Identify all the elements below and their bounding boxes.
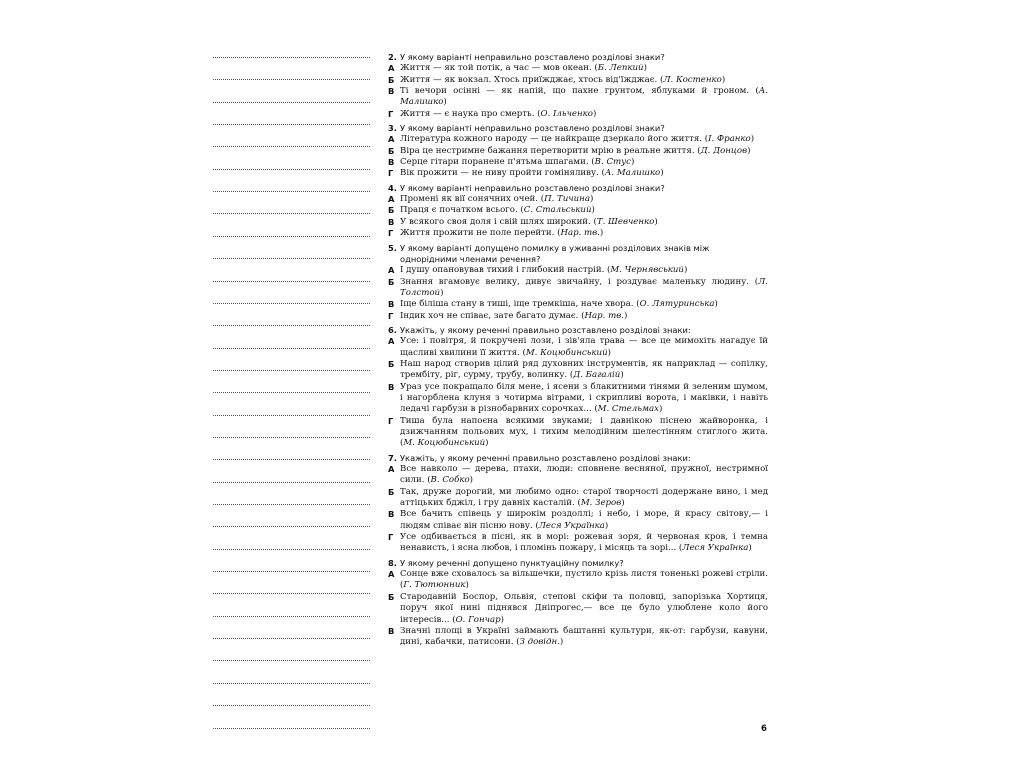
note-line bbox=[213, 325, 370, 326]
option-closing: ) bbox=[589, 194, 594, 205]
option-letter: Б bbox=[388, 358, 395, 369]
question-number: 5. bbox=[388, 242, 397, 253]
option-sentence: Стародавній Боспор, Ольвія, степові скіфи та половці, запорізька Хортиця, поруч якої нині піднявся Дніпрогес,— все це було улюблене коло його інтересів... ( bbox=[400, 591, 768, 625]
question-2 bbox=[388, 52, 768, 120]
option-letter: В bbox=[388, 216, 395, 227]
option-letter: Б bbox=[388, 591, 395, 602]
answer-option bbox=[388, 205, 768, 216]
option-closing: ) bbox=[621, 498, 625, 509]
option-letter: В bbox=[388, 86, 395, 97]
option-text bbox=[400, 194, 768, 205]
option-author: О. Ільченко bbox=[540, 108, 593, 119]
option-sentence: Наш народ створив цілий ряд духовних інструментів, як наприклад — сопілку, трембіту, ріг, сурму, трубу, волинку. ( bbox=[400, 358, 768, 381]
answer-option bbox=[388, 194, 768, 205]
question-text: У якому варіанті допущено помилку в уживанні розділових знаків між однорідними членами речення? bbox=[400, 242, 710, 264]
option-author: Б. Лепкий bbox=[597, 63, 644, 74]
page-number: 6 bbox=[761, 724, 767, 734]
option-text bbox=[400, 217, 768, 228]
option-letter: Б bbox=[388, 145, 395, 156]
question-header bbox=[388, 183, 768, 194]
answer-option bbox=[388, 134, 768, 145]
option-letter: Б bbox=[388, 205, 395, 216]
question-header bbox=[388, 453, 768, 464]
option-sentence: Життя — як той потік, а час — мов океан. ( bbox=[400, 63, 598, 74]
option-text bbox=[400, 416, 768, 450]
question-number: 8. bbox=[388, 557, 397, 568]
option-closing: ) bbox=[620, 370, 624, 381]
note-line bbox=[213, 571, 370, 572]
answer-option bbox=[388, 75, 768, 86]
answer-option bbox=[388, 487, 768, 510]
option-closing: ) bbox=[660, 168, 664, 179]
option-text bbox=[400, 168, 768, 179]
option-text bbox=[400, 265, 768, 276]
answer-option bbox=[388, 217, 768, 228]
note-line bbox=[213, 504, 370, 505]
option-letter: Г bbox=[388, 168, 394, 179]
option-text bbox=[400, 157, 768, 168]
option-letter: А bbox=[388, 63, 395, 74]
answer-option bbox=[388, 157, 768, 168]
note-line bbox=[213, 169, 370, 170]
option-closing: ) bbox=[714, 299, 718, 310]
answer-option bbox=[388, 592, 768, 626]
option-author: І. Франко bbox=[708, 134, 751, 145]
note-line bbox=[213, 593, 370, 594]
option-closing: ) bbox=[683, 265, 688, 276]
option-sentence: Значні площі в Україні займають баштанні культури, як-от: гарбузи, кавуни, дині, кабачки, патисони. ( bbox=[400, 625, 768, 648]
question-text: У якому варіанті неправильно розставлено розділові знаки? bbox=[400, 182, 665, 193]
option-author: Г. Тютюнник bbox=[403, 580, 466, 591]
option-text bbox=[400, 509, 768, 532]
option-sentence: Все бачить співець у широкім роздоллі; і небо, і море, й красу світову,— і людям співає він пісню нову. ( bbox=[400, 509, 768, 531]
option-sentence: Життя — як вокзал. Хтось приїжджає, хтось від'їжджає. ( bbox=[400, 74, 664, 85]
option-letter: Г bbox=[388, 108, 394, 119]
note-line bbox=[213, 415, 370, 416]
option-text bbox=[400, 228, 768, 239]
question-text: У якому варіанті неправильно розставлено розділові знаки? bbox=[400, 123, 665, 134]
option-sentence: Віра це нестримне бажання перетворити мрію в реальне життя. ( bbox=[400, 145, 701, 156]
option-letter: А bbox=[388, 336, 395, 347]
option-text bbox=[400, 532, 768, 555]
note-line bbox=[213, 79, 370, 80]
question-number: 3. bbox=[388, 123, 397, 134]
option-closing: ) bbox=[623, 310, 628, 321]
answer-option bbox=[388, 265, 768, 276]
option-closing: ) bbox=[465, 580, 469, 591]
answer-option bbox=[388, 228, 768, 239]
question-6 bbox=[388, 325, 768, 450]
answer-option bbox=[388, 299, 768, 310]
note-line bbox=[213, 303, 370, 304]
option-sentence: Ті вечори осінні — як напій, що пахне грунтом, яблуками й гроном. ( bbox=[400, 86, 759, 97]
option-sentence: У всякого своя доля і свій шлях широкий. ( bbox=[400, 216, 597, 227]
note-line bbox=[213, 370, 370, 371]
option-text bbox=[400, 336, 768, 359]
answer-option bbox=[388, 359, 768, 382]
answer-option bbox=[388, 569, 768, 592]
option-author: О. Лятуринська bbox=[639, 299, 715, 310]
question-text: Укажіть, у якому реченні правильно розставлено розділові знаки: bbox=[400, 324, 691, 335]
option-author: М. Коцюбинський bbox=[525, 347, 608, 358]
option-text bbox=[400, 205, 768, 216]
option-closing: ) bbox=[591, 205, 595, 216]
option-author: Нар. тв. bbox=[584, 310, 624, 321]
option-text bbox=[400, 487, 768, 510]
question-header bbox=[388, 325, 768, 336]
option-closing: ) bbox=[630, 157, 635, 168]
note-line bbox=[213, 459, 370, 460]
note-line bbox=[213, 213, 370, 214]
note-line bbox=[213, 437, 370, 438]
option-text bbox=[400, 86, 768, 109]
answer-option bbox=[388, 311, 768, 322]
option-sentence: Тиша була напоєна всякими звуками; і давнікою піснею жайворонка, і дзижчанням польових мух, і тихим мелодійним шелестінням стиглого жита. ( bbox=[400, 415, 768, 449]
option-letter: Г bbox=[388, 415, 394, 426]
answer-option bbox=[388, 626, 768, 649]
option-closing: ) bbox=[500, 614, 504, 625]
option-author: Д. Донцов bbox=[700, 145, 748, 156]
option-sentence: Ураз усе покращало біля мене, і ясени з блакитними тінями й зеленим шумом, і нагорблена клуня з чотирма вітрами, і скрипливі ворота, і маківки, і навіть ледачі гарбузи в різнобарвних сорочках... ( bbox=[400, 381, 768, 415]
option-author: П. Тичина bbox=[544, 194, 590, 205]
option-letter: В bbox=[388, 381, 395, 392]
note-line bbox=[213, 281, 370, 282]
note-line bbox=[213, 616, 370, 617]
option-author: В. Собко bbox=[430, 475, 470, 486]
option-sentence: Все навколо — дерева, птахи, люди: сповнене весняної, пружної, нестримної сили. ( bbox=[400, 464, 768, 486]
option-sentence: Серце гітари поранене п'ятьма шпагами. ( bbox=[400, 157, 595, 168]
option-text bbox=[400, 359, 768, 382]
option-author: С. Стальський bbox=[523, 205, 592, 216]
note-line bbox=[213, 258, 370, 259]
option-sentence: І душу опановував тихий і глибокий настрій. ( bbox=[400, 265, 611, 276]
option-sentence: Іще біліша стану в тиші, іще тремкіша, наче хвора. ( bbox=[400, 299, 640, 310]
option-letter: А bbox=[388, 464, 395, 475]
note-line bbox=[213, 660, 370, 661]
answer-option bbox=[388, 168, 768, 179]
answer-option bbox=[388, 382, 768, 416]
option-sentence: Усе: і повітря, й покручені лози, і зів'яла трава — все це мимохіть нагадує їй щасливі хвилини її життя. ( bbox=[400, 336, 768, 358]
note-line bbox=[213, 482, 370, 483]
option-letter: Б bbox=[388, 276, 395, 287]
option-text bbox=[400, 464, 768, 487]
option-letter: Г bbox=[388, 228, 394, 239]
note-line bbox=[213, 124, 370, 125]
question-header bbox=[388, 243, 768, 266]
option-closing: ) bbox=[659, 404, 663, 415]
note-line bbox=[213, 392, 370, 393]
option-sentence: Так, друже дорогий, ми любимо одно: старої творчості додержане вино, і мед аттіцьких бджіл, і гру давніх касталій. ( bbox=[400, 486, 768, 509]
option-closing: ) bbox=[604, 520, 609, 531]
question-text: У якому варіанті неправильно розставлено розділові знаки? bbox=[400, 52, 665, 62]
option-text bbox=[400, 277, 768, 300]
option-letter: В bbox=[388, 157, 395, 168]
option-letter: В bbox=[388, 509, 395, 520]
note-line bbox=[213, 102, 370, 103]
option-author: Д. Багалій bbox=[573, 370, 621, 381]
option-sentence: Сонце вже сховалось за вільшечки, пустило крізь листя тоненькі рожеві стріли. ( bbox=[400, 569, 768, 591]
option-text bbox=[400, 134, 768, 145]
note-line bbox=[213, 526, 370, 527]
question-number: 4. bbox=[388, 182, 397, 193]
option-closing: ) bbox=[443, 97, 447, 108]
option-sentence: Промені як вії сонячних очей. ( bbox=[400, 194, 545, 205]
option-text bbox=[400, 299, 768, 310]
option-author: З довідн. bbox=[519, 637, 560, 648]
note-line bbox=[213, 638, 370, 639]
option-closing: ) bbox=[592, 108, 597, 119]
option-letter: Б bbox=[388, 74, 395, 85]
question-text: Укажіть, у якому реченні правильно розставлено розділові знаки: bbox=[400, 452, 691, 463]
option-closing: ) bbox=[485, 438, 489, 449]
option-author: О. Гончар bbox=[455, 614, 501, 625]
note-line bbox=[213, 705, 370, 706]
option-author: Леся Українка bbox=[682, 543, 749, 554]
option-closing: ) bbox=[654, 216, 658, 227]
option-author: Л. Толстой bbox=[400, 276, 768, 298]
answer-option bbox=[388, 509, 768, 532]
answer-option bbox=[388, 63, 768, 74]
question-text: У якому реченні допущено пунктуаційну помилку? bbox=[400, 557, 624, 568]
option-closing: ) bbox=[643, 63, 647, 74]
answer-option bbox=[388, 464, 768, 487]
option-letter: А bbox=[388, 265, 395, 276]
answer-option bbox=[388, 532, 768, 555]
option-author: М. Стельмах bbox=[597, 404, 659, 415]
question-header bbox=[388, 123, 768, 134]
option-author: Л. Костенко bbox=[663, 74, 722, 85]
answer-option bbox=[388, 277, 768, 300]
option-text bbox=[400, 569, 768, 592]
note-line bbox=[213, 146, 370, 147]
option-author: А. Малишко bbox=[604, 168, 661, 179]
option-sentence: Життя — є наука про смерть. ( bbox=[400, 108, 541, 119]
question-5 bbox=[388, 243, 768, 322]
option-sentence: Знання вгамовує велику, дивує звичайну, і роздуває маленьку людину. ( bbox=[400, 276, 759, 287]
note-line bbox=[213, 236, 370, 237]
option-letter: А bbox=[388, 194, 395, 205]
option-letter: В bbox=[388, 625, 395, 636]
question-header bbox=[388, 52, 768, 63]
question-7 bbox=[388, 453, 768, 555]
question-4 bbox=[388, 183, 768, 240]
option-letter: Г bbox=[388, 532, 394, 543]
answer-option bbox=[388, 109, 768, 120]
option-closing: ) bbox=[607, 347, 611, 358]
option-author: Леся Українка bbox=[538, 520, 605, 531]
option-closing: ) bbox=[440, 287, 444, 298]
note-line bbox=[213, 191, 370, 192]
option-closing: ) bbox=[748, 543, 752, 554]
option-sentence: Література кожного народу — це найкраще дзеркало його життя. ( bbox=[400, 134, 709, 145]
option-text bbox=[400, 311, 768, 322]
option-closing: ) bbox=[599, 228, 604, 239]
answer-option bbox=[388, 416, 768, 450]
option-text bbox=[400, 382, 768, 416]
note-line bbox=[213, 57, 370, 58]
option-sentence: Вік прожити — не ниву пройти гоміняливу. ( bbox=[400, 168, 605, 179]
option-author: Нар. тв. bbox=[560, 228, 600, 239]
option-sentence: Життя прожити не поле перейти. ( bbox=[400, 228, 561, 239]
exercise-content bbox=[388, 52, 768, 652]
question-number: 2. bbox=[388, 52, 397, 62]
option-text bbox=[400, 592, 768, 626]
option-closing: ) bbox=[559, 637, 564, 648]
question-number: 7. bbox=[388, 452, 397, 463]
answer-option bbox=[388, 336, 768, 359]
option-letter: А bbox=[388, 569, 395, 580]
question-number: 6. bbox=[388, 324, 397, 335]
note-line bbox=[213, 683, 370, 684]
option-author: Т. Шевченко bbox=[596, 216, 655, 227]
option-closing: ) bbox=[469, 475, 473, 486]
option-closing: ) bbox=[747, 145, 751, 156]
option-letter: Б bbox=[388, 486, 395, 497]
option-text bbox=[400, 146, 768, 157]
option-letter: Г bbox=[388, 310, 394, 321]
option-closing: ) bbox=[721, 74, 726, 85]
question-header bbox=[388, 558, 768, 569]
option-letter: В bbox=[388, 299, 395, 310]
option-author: М. Зеров bbox=[580, 498, 622, 509]
option-author: М. Чернявський bbox=[610, 265, 684, 276]
option-sentence: Індик хоч не співає, зате багато думає. ( bbox=[400, 310, 585, 321]
note-line bbox=[213, 728, 370, 729]
option-author: В. Стус bbox=[594, 157, 631, 168]
note-line bbox=[213, 348, 370, 349]
option-text bbox=[400, 63, 768, 74]
option-text bbox=[400, 109, 768, 120]
option-closing: ) bbox=[750, 134, 755, 145]
answer-option bbox=[388, 86, 768, 109]
note-line bbox=[213, 549, 370, 550]
option-sentence: Усе одбивається в пісні, як в морі: рожевая зоря, й червоная кров, і темна ненависть, і ясна любов, і пломінь пожару, і місяць та зорі... ( bbox=[400, 532, 768, 554]
question-8 bbox=[388, 558, 768, 649]
option-letter: А bbox=[388, 134, 395, 145]
option-sentence: Праця є початком всього. ( bbox=[400, 205, 524, 216]
option-author: А. Малишко bbox=[400, 86, 768, 108]
question-3 bbox=[388, 123, 768, 180]
answer-option bbox=[388, 146, 768, 157]
option-author: М. Коцюбинський bbox=[403, 438, 486, 449]
option-text bbox=[400, 75, 768, 86]
option-text bbox=[400, 626, 768, 649]
